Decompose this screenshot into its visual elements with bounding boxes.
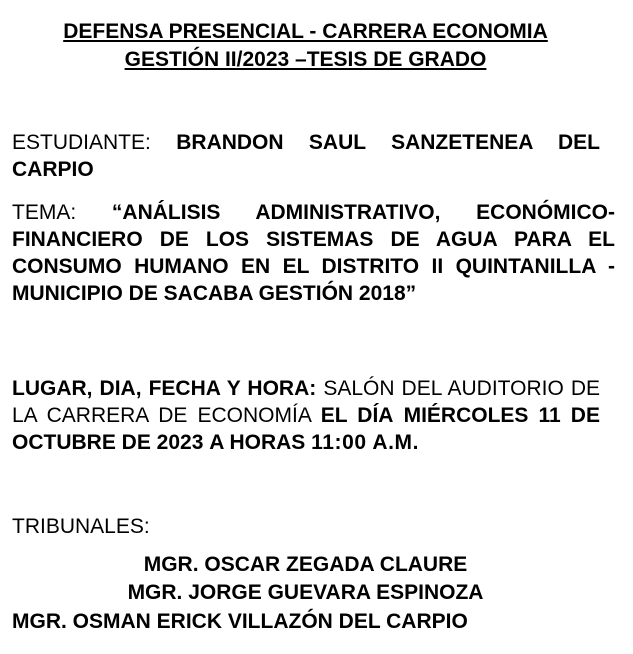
student-section xyxy=(12,129,600,183)
student-name: BRANDON SAUL SANZETENEA DEL CARPIO xyxy=(12,131,600,181)
tribunal-member: MGR. OSCAR ZEGADA CLAURE xyxy=(143,553,468,576)
venue-location: SALÓN DEL AUDITORIO DE LA CARRERA DE ECONOMÍA xyxy=(12,377,600,427)
venue-label: LUGAR, DIA, FECHA Y HORA: xyxy=(12,377,317,400)
day-prefix: EL DÍA xyxy=(320,404,394,427)
defense-date: MIÉRCOLES 11 DE OCTUBRE DE 2023 xyxy=(12,404,600,454)
topic-section xyxy=(12,199,615,307)
tribunals-label: TRIBUNALES: xyxy=(12,515,150,538)
topic-label: TEMA: xyxy=(12,201,77,224)
defense-time: 11:00 A.M. xyxy=(311,431,420,454)
document-title-line-1: DEFENSA PRESENCIAL - CARRERA ECONOMIA xyxy=(63,20,548,43)
document-title-line-2: GESTIÓN II/2023 –TESIS DE GRADO xyxy=(124,48,487,71)
venue-section xyxy=(12,375,600,456)
student-label: ESTUDIANTE: xyxy=(12,131,151,154)
tribunal-member: MGR. JORGE GUEVARA ESPINOZA xyxy=(127,581,484,604)
time-prefix: A HORAS xyxy=(209,431,306,454)
tribunal-member: MGR. OSMAN ERICK VILLAZÓN DEL CARPIO xyxy=(12,610,468,633)
topic-text: “ANÁLISIS ADMINISTRATIVO, ECONÓMICO-FINANCIERO DE LOS SISTEMAS DE AGUA PARA EL CONSUMO HUMANO EN EL DISTRITO II QUINTANILLA - MUNICIPIO DE SACABA GESTIÓN 2018” xyxy=(12,201,616,305)
